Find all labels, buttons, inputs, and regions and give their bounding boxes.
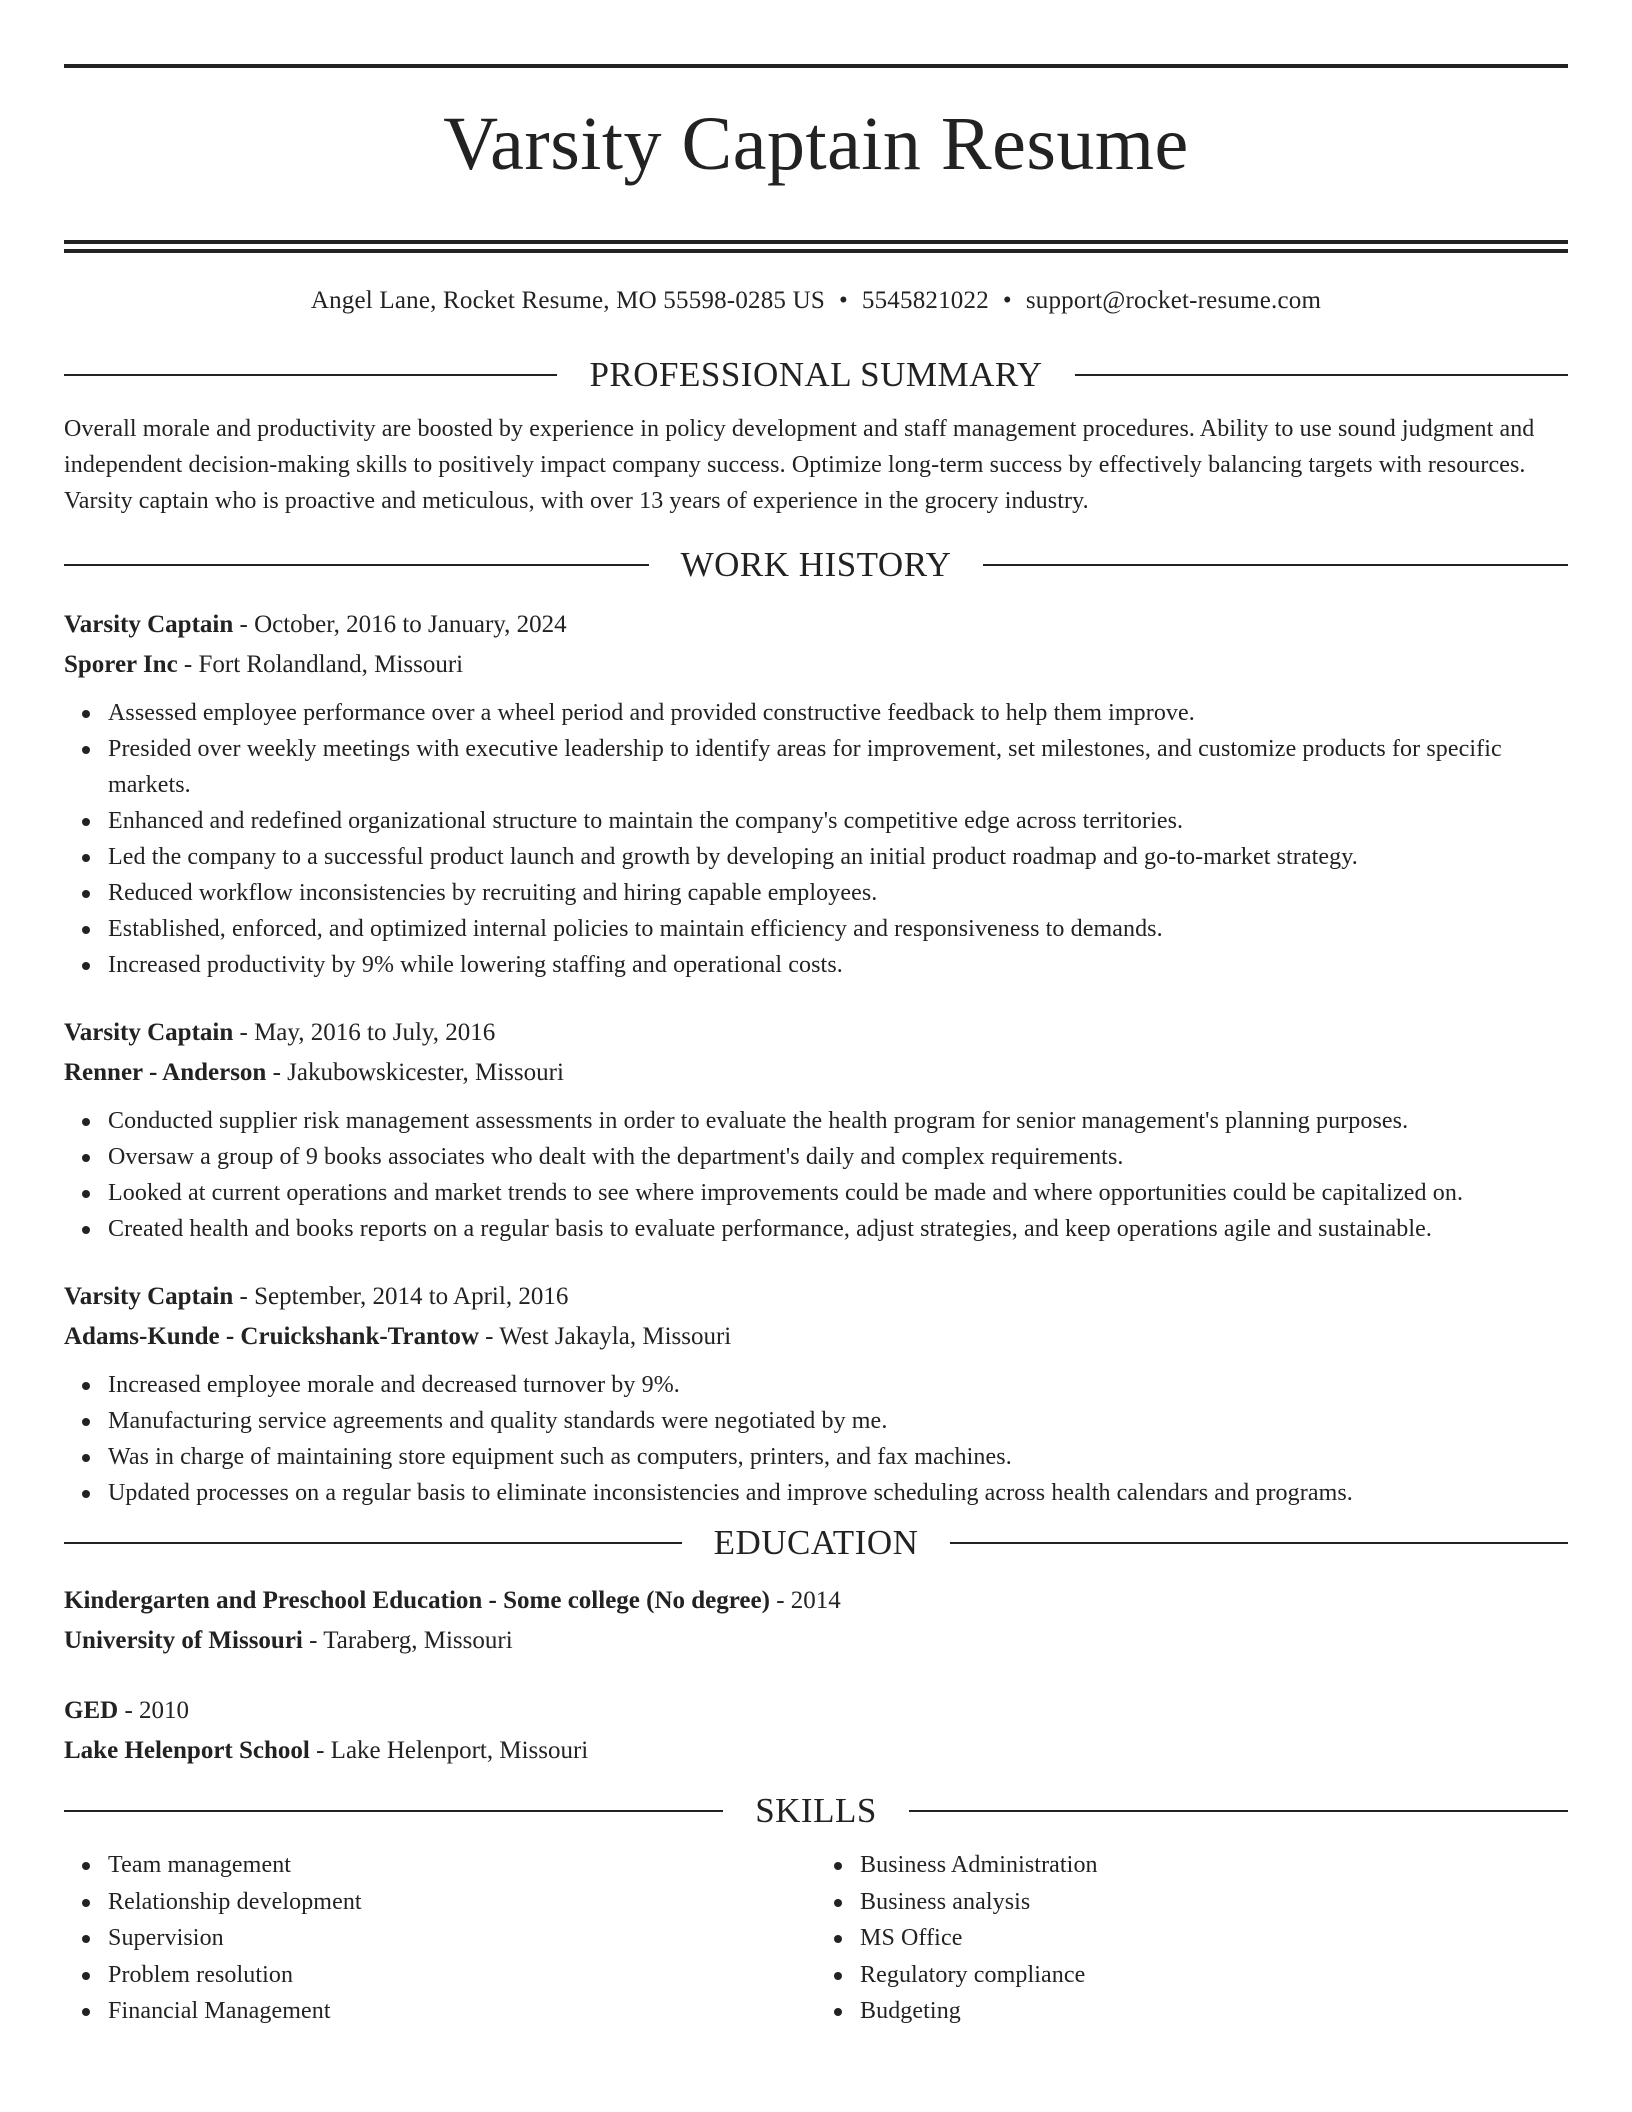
job-company-line xyxy=(64,1317,1568,1357)
education-entry xyxy=(64,1581,1568,1661)
contact-address: Angel Lane, Rocket Resume, MO 55598-0285 US xyxy=(310,287,825,314)
title-top-rule xyxy=(64,64,1568,68)
job-bullet: Conducted supplier risk management assessments in order to evaluate the health program for senior management's planning purposes. xyxy=(108,1103,1568,1139)
job-title-line xyxy=(64,605,1568,645)
skill-item: Regulatory compliance xyxy=(860,1957,1568,1994)
education-degree-line xyxy=(64,1691,1568,1731)
education-degree-line xyxy=(64,1581,1568,1621)
job-bullet: Led the company to a successful product launch and growth by developing an initial product roadmap and go-to-market strategy. xyxy=(108,839,1568,875)
section-heading-label: SKILLS xyxy=(755,1791,877,1830)
job-location: - Fort Rolandland, Missouri xyxy=(177,651,464,678)
job-bullet: Assessed employee performance over a wheel period and provided constructive feedback to help them improve. xyxy=(108,695,1568,731)
heading-rule-left xyxy=(64,1542,682,1544)
heading-rule-right xyxy=(950,1542,1568,1544)
job-bullet: Oversaw a group of 9 books associates who dealt with the department's daily and complex requirements. xyxy=(108,1139,1568,1175)
job-bullets xyxy=(64,1367,1568,1511)
job-bullet: Enhanced and redefined organizational structure to maintain the company's competitive edge across territories. xyxy=(108,803,1568,839)
education-school-line xyxy=(64,1731,1568,1771)
education-degree: Kindergarten and Preschool Education - Some college (No degree) xyxy=(64,1587,770,1614)
job-location: - Jakubowskicester, Missouri xyxy=(266,1059,564,1086)
skill-item: Problem resolution xyxy=(108,1957,816,1994)
heading-rule-right xyxy=(1075,374,1568,376)
job-bullet: Looked at current operations and market trends to see where improvements could be made and where opportunities could be capitalized on. xyxy=(108,1175,1568,1211)
job-company-line xyxy=(64,1053,1568,1093)
contact-phone: 5545821022 xyxy=(861,287,989,314)
skill-item: Supervision xyxy=(108,1920,816,1957)
job-company: Renner - Anderson xyxy=(64,1059,267,1086)
job-bullet: Created health and books reports on a regular basis to evaluate performance, adjust strategies, and keep operations agile and sustainable. xyxy=(108,1211,1568,1247)
skills-grid xyxy=(64,1847,1568,2030)
section-heading-label: WORK HISTORY xyxy=(680,545,952,584)
education-degree: GED xyxy=(64,1697,119,1724)
skill-item: Team management xyxy=(108,1847,816,1884)
job-company: Sporer Inc xyxy=(64,651,178,678)
heading-rule-left xyxy=(64,1810,723,1812)
job-dates: - October, 2016 to January, 2024 xyxy=(233,611,567,638)
job-entry xyxy=(64,605,1568,983)
job-entry xyxy=(64,1013,1568,1247)
education-school: Lake Helenport School xyxy=(64,1737,310,1764)
job-bullet: Increased employee morale and decreased turnover by 9%. xyxy=(108,1367,1568,1403)
skill-item: Budgeting xyxy=(860,1993,1568,2030)
skill-item: MS Office xyxy=(860,1920,1568,1957)
heading-rule-right xyxy=(909,1810,1568,1812)
job-title: Varsity Captain xyxy=(64,1019,234,1046)
skill-item: Relationship development xyxy=(108,1884,816,1921)
section-heading-education xyxy=(64,1521,1568,1565)
job-dates: - September, 2014 to April, 2016 xyxy=(233,1283,569,1310)
job-company: Adams-Kunde - Cruickshank-Trantow xyxy=(64,1323,479,1350)
education-location: - Lake Helenport, Missouri xyxy=(309,1737,589,1764)
job-title-line xyxy=(64,1013,1568,1053)
job-bullet: Established, enforced, and optimized internal policies to maintain efficiency and responsiveness to demands. xyxy=(108,911,1568,947)
section-heading-summary xyxy=(64,353,1568,397)
job-dates: - May, 2016 to July, 2016 xyxy=(233,1019,496,1046)
education-school-line xyxy=(64,1621,1568,1661)
heading-rule-left xyxy=(64,374,557,376)
job-entry xyxy=(64,1277,1568,1511)
heading-rule-right xyxy=(983,564,1568,566)
job-bullets xyxy=(64,695,1568,983)
job-bullets xyxy=(64,1103,1568,1247)
job-bullet: Was in charge of maintaining store equipment such as computers, printers, and fax machines. xyxy=(108,1439,1568,1475)
skill-item: Business analysis xyxy=(860,1884,1568,1921)
education-entry xyxy=(64,1691,1568,1771)
section-heading-work-history xyxy=(64,543,1568,587)
education-year: - 2014 xyxy=(769,1587,841,1614)
section-heading-label: EDUCATION xyxy=(713,1523,919,1562)
professional-summary-text: Overall morale and productivity are boosted by experience in policy development and staff management procedures. Ability to use sound judgment and independent decision-making skills to positively impact company success. Optimize long-term success by effectively balancing targets with resources. Varsity captain who is proactive and meticulous, with over 13 years of experience in the grocery industry. xyxy=(64,416,1535,514)
section-heading-skills xyxy=(64,1789,1568,1833)
education-school: University of Missouri xyxy=(64,1627,303,1654)
section-heading-label: PROFESSIONAL SUMMARY xyxy=(589,355,1043,394)
contact-separator: • xyxy=(838,287,848,314)
work-history-list xyxy=(64,605,1568,1511)
job-bullet: Reduced workflow inconsistencies by recruiting and hiring capable employees. xyxy=(108,875,1568,911)
skill-item: Business Administration xyxy=(860,1847,1568,1884)
job-bullet: Manufacturing service agreements and quality standards were negotiated by me. xyxy=(108,1403,1568,1439)
skills-column-left xyxy=(64,1847,816,2030)
job-company-line xyxy=(64,645,1568,685)
contact-separator: • xyxy=(1002,287,1012,314)
heading-rule-left xyxy=(64,564,649,566)
contact-line xyxy=(64,287,1568,323)
job-bullet: Increased productivity by 9% while lowering staffing and operational costs. xyxy=(108,947,1568,983)
contact-email: support@rocket-resume.com xyxy=(1025,287,1322,314)
education-location: - Taraberg, Missouri xyxy=(302,1627,513,1654)
job-bullet: Updated processes on a regular basis to eliminate inconsistencies and improve scheduling across health calendars and programs. xyxy=(108,1475,1568,1511)
job-location: - West Jakayla, Missouri xyxy=(478,1323,732,1350)
education-list xyxy=(64,1581,1568,1771)
job-bullet: Presided over weekly meetings with executive leadership to identify areas for improvement, set milestones, and customize products for specific markets. xyxy=(108,731,1568,803)
skills-column-right xyxy=(816,1847,1568,2030)
education-year: - 2010 xyxy=(118,1697,190,1724)
job-title: Varsity Captain xyxy=(64,1283,234,1310)
title-double-rule xyxy=(64,240,1568,253)
resume-title: Varsity Captain Resume xyxy=(443,102,1189,186)
job-title-line xyxy=(64,1277,1568,1317)
skill-item: Financial Management xyxy=(108,1993,816,2030)
job-title: Varsity Captain xyxy=(64,611,234,638)
